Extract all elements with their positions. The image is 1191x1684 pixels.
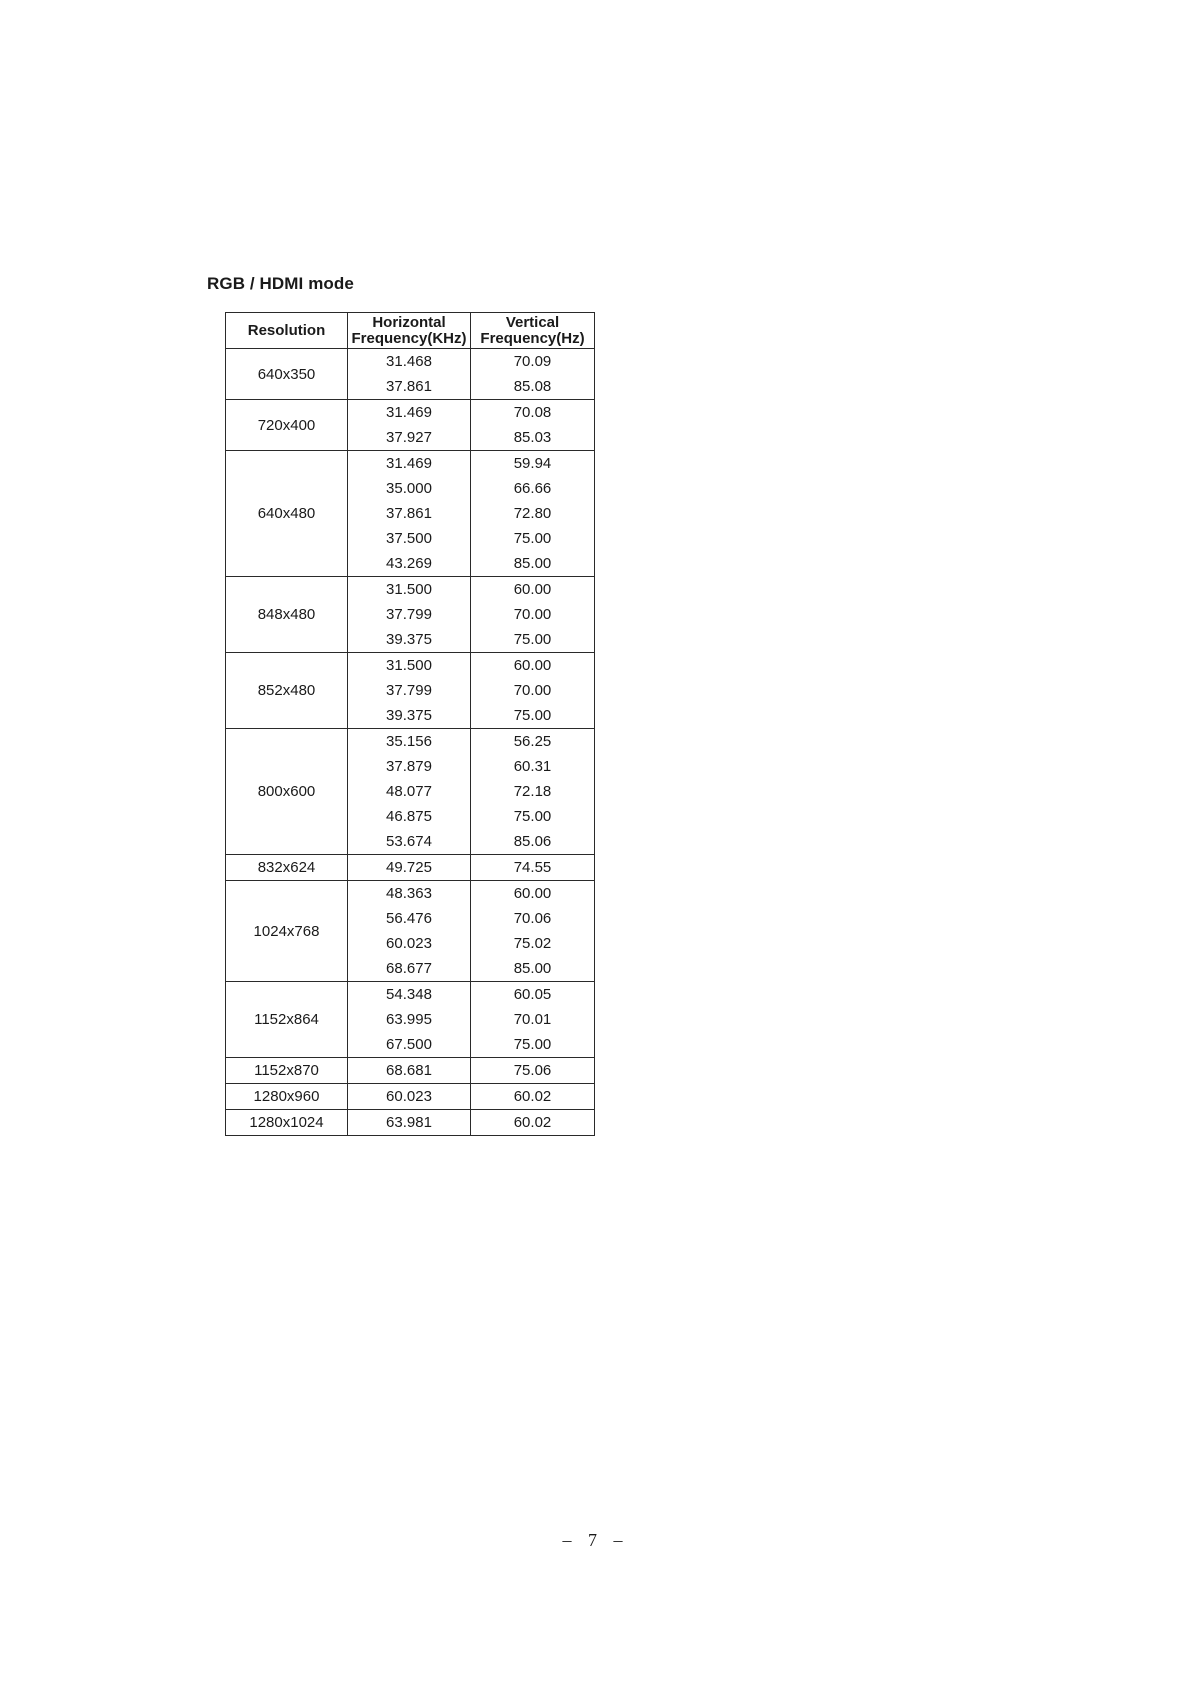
resolution-cell: 848x480 <box>226 577 348 653</box>
horizontal-frequency-cell: 37.500 <box>348 526 471 551</box>
header-vertical-line2: Frequency(Hz) <box>480 329 585 347</box>
vertical-frequency-cell: 75.02 <box>471 931 595 956</box>
resolution-cell: 1280x960 <box>226 1084 348 1110</box>
resolution-cell: 640x350 <box>226 349 348 400</box>
vertical-frequency-cell: 75.00 <box>471 1032 595 1058</box>
vertical-frequency-cell: 75.00 <box>471 526 595 551</box>
table-row <box>226 400 595 426</box>
horizontal-frequency-cell: 48.363 <box>348 881 471 907</box>
resolution-cell: 1024x768 <box>226 881 348 982</box>
resolution-cell: 1152x870 <box>226 1058 348 1084</box>
resolution-cell: 852x480 <box>226 653 348 729</box>
vertical-frequency-cell: 59.94 <box>471 451 595 477</box>
vertical-frequency-cell: 60.02 <box>471 1084 595 1110</box>
horizontal-frequency-cell: 53.674 <box>348 829 471 855</box>
page-number: – 7 – <box>562 1530 629 1550</box>
horizontal-frequency-cell: 37.861 <box>348 374 471 400</box>
vertical-frequency-cell: 60.02 <box>471 1110 595 1136</box>
vertical-frequency-cell: 60.00 <box>471 881 595 907</box>
horizontal-frequency-cell: 54.348 <box>348 982 471 1008</box>
header-horizontal-line1: Horizontal <box>372 313 446 331</box>
vertical-frequency-cell: 60.00 <box>471 577 595 603</box>
vertical-frequency-cell: 70.09 <box>471 349 595 375</box>
section-title: RGB / HDMI mode <box>207 274 354 293</box>
table-row <box>226 729 595 755</box>
horizontal-frequency-cell: 31.469 <box>348 451 471 477</box>
vertical-frequency-cell: 85.00 <box>471 956 595 982</box>
horizontal-frequency-cell: 31.469 <box>348 400 471 426</box>
header-resolution: Resolution <box>226 313 348 349</box>
horizontal-frequency-cell: 37.879 <box>348 754 471 779</box>
resolution-cell: 832x624 <box>226 855 348 881</box>
table-row <box>226 349 595 375</box>
resolution-cell: 1152x864 <box>226 982 348 1058</box>
vertical-frequency-cell: 75.00 <box>471 804 595 829</box>
vertical-frequency-cell: 72.80 <box>471 501 595 526</box>
vertical-frequency-cell: 56.25 <box>471 729 595 755</box>
vertical-frequency-cell: 85.06 <box>471 829 595 855</box>
table-row <box>226 1084 595 1110</box>
header-horizontal-line2: Frequency(KHz) <box>351 329 467 347</box>
horizontal-frequency-cell: 37.799 <box>348 602 471 627</box>
vertical-frequency-cell: 75.06 <box>471 1058 595 1084</box>
header-vertical-frequency <box>471 313 595 349</box>
table-row <box>226 881 595 907</box>
vertical-frequency-cell: 85.08 <box>471 374 595 400</box>
resolution-cell: 720x400 <box>226 400 348 451</box>
horizontal-frequency-cell: 63.981 <box>348 1110 471 1136</box>
vertical-frequency-cell: 75.00 <box>471 703 595 729</box>
resolution-cell: 800x600 <box>226 729 348 855</box>
vertical-frequency-cell: 74.55 <box>471 855 595 881</box>
horizontal-frequency-cell: 68.677 <box>348 956 471 982</box>
frequency-table <box>225 312 595 1136</box>
vertical-frequency-cell: 70.08 <box>471 400 595 426</box>
table-row <box>226 982 595 1008</box>
horizontal-frequency-cell: 31.500 <box>348 577 471 603</box>
vertical-frequency-cell: 60.00 <box>471 653 595 679</box>
vertical-frequency-cell: 66.66 <box>471 476 595 501</box>
table-row <box>226 451 595 477</box>
horizontal-frequency-cell: 68.681 <box>348 1058 471 1084</box>
horizontal-frequency-cell: 43.269 <box>348 551 471 577</box>
table-row <box>226 577 595 603</box>
table-row <box>226 1058 595 1084</box>
vertical-frequency-cell: 70.01 <box>471 1007 595 1032</box>
horizontal-frequency-cell: 37.799 <box>348 678 471 703</box>
horizontal-frequency-cell: 31.468 <box>348 349 471 375</box>
vertical-frequency-cell: 70.00 <box>471 602 595 627</box>
horizontal-frequency-cell: 49.725 <box>348 855 471 881</box>
horizontal-frequency-cell: 39.375 <box>348 703 471 729</box>
horizontal-frequency-cell: 48.077 <box>348 779 471 804</box>
resolution-cell: 1280x1024 <box>226 1110 348 1136</box>
vertical-frequency-cell: 70.00 <box>471 678 595 703</box>
vertical-frequency-cell: 75.00 <box>471 627 595 653</box>
horizontal-frequency-cell: 31.500 <box>348 653 471 679</box>
vertical-frequency-cell: 85.03 <box>471 425 595 451</box>
horizontal-frequency-cell: 56.476 <box>348 906 471 931</box>
horizontal-frequency-cell: 60.023 <box>348 1084 471 1110</box>
header-horizontal-frequency <box>348 313 471 349</box>
table-row <box>226 855 595 881</box>
horizontal-frequency-cell: 67.500 <box>348 1032 471 1058</box>
horizontal-frequency-cell: 37.861 <box>348 501 471 526</box>
horizontal-frequency-cell: 35.156 <box>348 729 471 755</box>
horizontal-frequency-cell: 39.375 <box>348 627 471 653</box>
horizontal-frequency-cell: 60.023 <box>348 931 471 956</box>
horizontal-frequency-cell: 63.995 <box>348 1007 471 1032</box>
table-row <box>226 653 595 679</box>
table-header <box>226 313 595 349</box>
vertical-frequency-cell: 70.06 <box>471 906 595 931</box>
table-body <box>226 349 595 1136</box>
vertical-frequency-cell: 85.00 <box>471 551 595 577</box>
header-vertical-line1: Vertical <box>505 313 560 331</box>
vertical-frequency-cell: 60.31 <box>471 754 595 779</box>
vertical-frequency-cell: 72.18 <box>471 779 595 804</box>
header-row <box>226 313 595 349</box>
horizontal-frequency-cell: 37.927 <box>348 425 471 451</box>
horizontal-frequency-cell: 35.000 <box>348 476 471 501</box>
table-row <box>226 1110 595 1136</box>
resolution-cell: 640x480 <box>226 451 348 577</box>
horizontal-frequency-cell: 46.875 <box>348 804 471 829</box>
vertical-frequency-cell: 60.05 <box>471 982 595 1008</box>
